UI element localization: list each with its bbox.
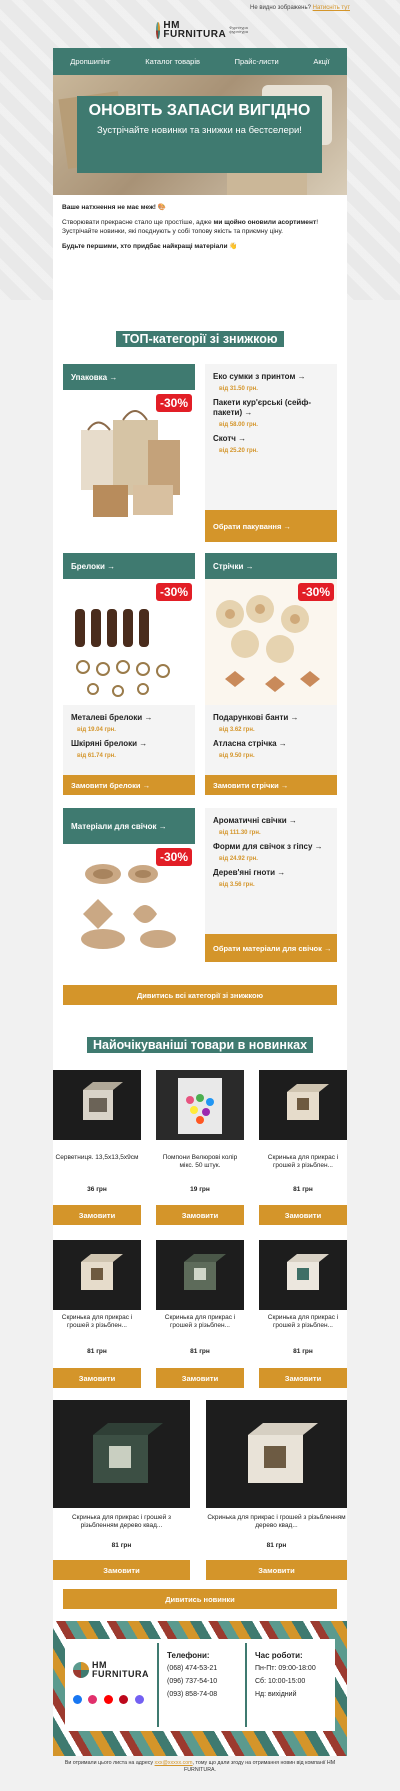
subcategory-link[interactable]: Подарункові банти → [213, 713, 299, 722]
nav-dropshipping[interactable]: Дропшипінг [70, 57, 111, 66]
product-price: 81 грн [111, 1542, 132, 1549]
subcategory-link[interactable]: Еко сумки з принтом → [213, 372, 306, 381]
footer-card [65, 1639, 335, 1731]
youtube-icon[interactable] [104, 1695, 113, 1704]
subcategory-link[interactable]: Металеві брелоки → [71, 713, 153, 722]
nav-catalog[interactable]: Каталог товарів [145, 57, 200, 66]
product-image[interactable] [156, 1240, 244, 1310]
nav-promotions[interactable]: Акції [313, 57, 330, 66]
product-image[interactable] [206, 1400, 347, 1508]
product-image[interactable] [53, 1400, 190, 1508]
choose-candle-materials-button[interactable]: Обрати матеріали для свічок → [205, 934, 337, 962]
phone-link[interactable]: (096) 737-54-10 [167, 1678, 218, 1685]
product-price: 81 грн [87, 1348, 107, 1355]
hero-subtitle: Зустрічайте новинки та знижки на бестселери! [97, 125, 302, 136]
sale-badge: -30% [298, 583, 334, 601]
choose-packaging-button[interactable]: Обрати пакування → [205, 510, 337, 542]
product-price: 81 грн [293, 1348, 313, 1355]
box-illustration [156, 1240, 244, 1310]
pompons-illustration [156, 1070, 244, 1140]
product-price: 81 грн [266, 1542, 287, 1549]
product-image[interactable] [259, 1070, 347, 1140]
subcategory-link[interactable]: Пакети кур'єрські (сейф-пакети) → [213, 398, 312, 417]
order-button[interactable]: Замовити [53, 1205, 141, 1225]
subcategory-link[interactable]: Скотч → [213, 434, 247, 443]
product-name[interactable]: Помпони Велюрові колір мікс. 50 штук. [162, 1154, 238, 1169]
category-packaging-header[interactable]: Упаковка → [63, 364, 195, 390]
main-nav [53, 48, 347, 75]
napkin-holder-illustration [53, 1070, 141, 1140]
order-button[interactable]: Замовити [53, 1368, 141, 1388]
footer-divider [157, 1643, 159, 1727]
phone-link[interactable]: (068) 474-53-21 [167, 1665, 218, 1672]
footer-logo[interactable]: НМ FURNITURA [73, 1661, 149, 1679]
subcategory-link[interactable]: Форми для свічок з гіпсу → [213, 842, 323, 851]
product-image[interactable] [53, 1240, 141, 1310]
new-products-section [53, 1008, 347, 1621]
logo-icon [73, 1662, 89, 1678]
order-button[interactable]: Замовити [206, 1560, 347, 1580]
product-image[interactable] [53, 1070, 141, 1140]
sale-badge: -30% [156, 583, 192, 601]
intro-text [53, 195, 347, 298]
email-link[interactable]: ххх@ххххх.com [154, 1760, 193, 1766]
subcategory-link[interactable]: Ароматичні свічки → [213, 816, 297, 825]
logo-name: FURNITURA [163, 29, 227, 40]
new-products-title: Найочікуваніші товари в новинках [53, 1036, 347, 1054]
top-categories-title: ТОП-категорії зі знижкою [53, 330, 347, 348]
hero-title: ОНОВІТЬ ЗАПАСИ ВИГІДНО [88, 102, 311, 119]
product-name[interactable]: Скринька для прикрас і грошей з різьблен... [61, 1314, 133, 1329]
intro-cta-text: Будьте першими, хто придбає найкращі матеріали 👋 [62, 243, 238, 250]
footer [53, 1621, 347, 1756]
product-price: 81 грн [190, 1348, 210, 1355]
category-candles-header[interactable]: Матеріали для свічок → [63, 808, 195, 844]
category-packaging-image[interactable] [63, 390, 195, 530]
top-categories-section [53, 298, 347, 1008]
facebook-icon[interactable] [73, 1695, 82, 1704]
order-button[interactable]: Замовити [53, 1560, 190, 1580]
order-button[interactable]: Замовити [259, 1368, 347, 1388]
category-ribbons-list: Подарункові банти → від 3.62 грн. Атласна стрічка → від 9.50 грн. [205, 705, 337, 775]
category-packaging-list: Еко сумки з принтом → від 31.50 грн. Пакети кур'єрські (сейф-пакети) → від 58.00 грн. Скотч → від 25.20 грн. [205, 364, 337, 510]
order-keychains-button[interactable]: Замовити брелоки → [63, 775, 195, 795]
category-ribbons-image[interactable] [205, 579, 337, 705]
logo-icon [156, 22, 160, 39]
product-price: 19 грн [190, 1186, 210, 1193]
logo[interactable] [156, 18, 248, 42]
subcategory-link[interactable]: Атласна стрічка → [213, 739, 287, 748]
logo-tag2: фурнітура [229, 29, 248, 34]
product-name[interactable]: Серветниця. 13,5х13,5х9см [55, 1154, 139, 1161]
order-button[interactable]: Замовити [259, 1205, 347, 1225]
logo-brand: НМ [163, 20, 180, 31]
view-in-browser: Не видно зображень? Натисніть тут [249, 5, 350, 11]
product-name[interactable]: Скринька для прикрас і грошей з різьблен... [267, 1154, 339, 1169]
sale-badge: -30% [156, 848, 192, 866]
product-name[interactable]: Скринька для прикрас і грошей з різьбленням дерево квад... [71, 1514, 172, 1529]
instagram-icon[interactable] [88, 1695, 97, 1704]
product-name[interactable]: Скринька для прикрас і грошей з різьблен... [267, 1314, 339, 1329]
subcategory-link[interactable]: Шкіряні брелоки → [71, 739, 148, 748]
box-illustration [259, 1070, 347, 1140]
subscription-notice: Ви отримали цього листа на адресу ххх@ххххх.com, тому що дали згоду на отримання новин від компанії НМ FURNITURA. [64, 1760, 336, 1773]
box-illustration [53, 1240, 141, 1310]
order-button[interactable]: Замовити [156, 1205, 244, 1225]
category-keychains-header[interactable]: Брелоки → [63, 553, 195, 579]
hours-block: Час роботи: Пн-Пт: 09:00-18:00 Сб: 10:00-15:00 Нд: вихідний [255, 1651, 316, 1698]
sale-badge: -30% [156, 394, 192, 412]
phone-link[interactable]: (093) 858-74-08 [167, 1691, 218, 1698]
hero-panel [77, 96, 322, 173]
view-in-browser-link[interactable]: Натисніть тут [312, 5, 350, 11]
phones-block: Телефони: (068) 474-53-21 (096) 737-54-10 (093) 858-74-08 [167, 1649, 217, 1701]
box-illustration [259, 1240, 347, 1310]
order-ribbons-button[interactable]: Замовити стрічки → [205, 775, 337, 795]
footer-divider [245, 1643, 247, 1727]
category-keychains-image[interactable] [63, 579, 195, 705]
subcategory-link[interactable]: Дерев'яні гноти → [213, 868, 286, 877]
viber-icon[interactable] [135, 1695, 144, 1704]
logo-tag1: Фурнітура [229, 25, 248, 30]
product-name[interactable]: Скринька для прикрас і грошей з різьбленням дерево квад... [207, 1514, 346, 1529]
hero-banner[interactable] [53, 75, 347, 195]
intro-paragraph: Створювати прекрасне стало ще простіше, адже ми щойно оновили асортимент! Зустрічайте новинки, які поєднують у собі топову якість та приємну ціну. [62, 219, 319, 235]
product-name[interactable]: Скринька для прикрас і грошей з різьблен... [164, 1314, 236, 1329]
category-ribbons-header[interactable]: Стрічки → [205, 553, 337, 579]
box-illustration [206, 1400, 347, 1508]
category-keychains-list: Металеві брелоки → від 19.04 грн. Шкіряні брелоки → від 61.74 грн. [63, 705, 195, 775]
order-button[interactable]: Замовити [156, 1368, 244, 1388]
product-image[interactable] [156, 1070, 244, 1140]
product-image[interactable] [259, 1240, 347, 1310]
product-price: 81 грн [293, 1186, 313, 1193]
view-new-products-button[interactable]: Дивитись новинки [63, 1589, 337, 1609]
intro-headline: Ваше натхнення не має меж! 🎨 [62, 204, 167, 211]
category-candles-list: Ароматичні свічки → від 111.30 грн. Форми для свічок з гіпсу → від 24.92 грн. Дерев'яні гноти → від 3.56 грн. [205, 808, 337, 934]
product-price: 36 грн [87, 1186, 107, 1193]
box-illustration [53, 1400, 190, 1508]
category-candles-image[interactable] [63, 844, 195, 954]
pinterest-icon[interactable] [119, 1695, 128, 1704]
social-icons [73, 1691, 146, 1709]
nav-price-lists[interactable]: Прайс-листи [234, 57, 279, 66]
view-all-sale-categories-button[interactable]: Дивитись всі категорії зі знижкою [63, 985, 337, 1005]
